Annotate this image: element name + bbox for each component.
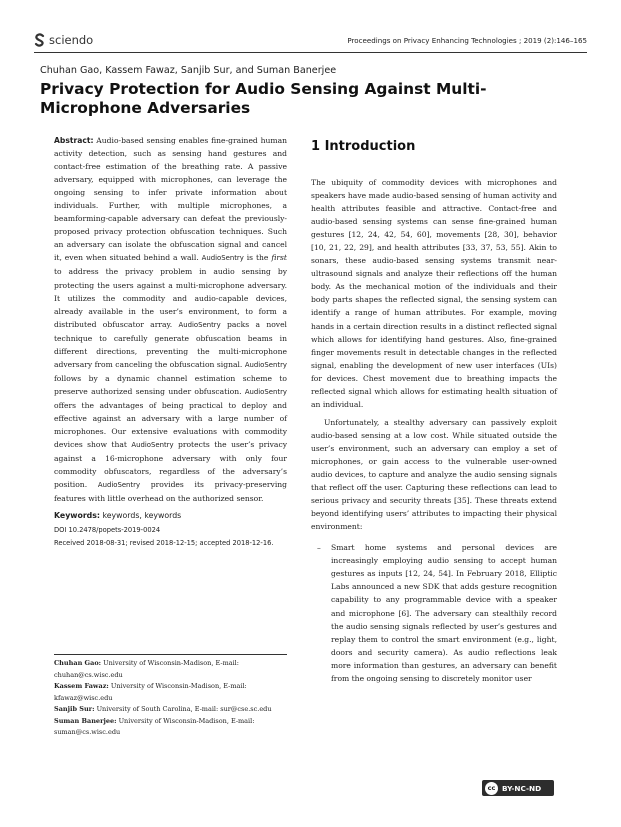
abstract-text: packs a novel technique to carefully generate obfuscation beams in different directions, preventing the multi-microphone adversary from canceling the obfuscation signal. <box>54 319 287 369</box>
logo-text: sciendo <box>49 33 94 47</box>
emphasis-text: first <box>271 253 287 263</box>
abstract <box>54 134 287 505</box>
system-name: AudioSentry <box>244 360 287 369</box>
abstract-text: Audio-based sensing enables fine-grained human activity detection, such as sensing hand gestures and contact-free estimation of the breathing rate. A passive adversary, equipped with microphones, can leverage the ongoing sensing to infer private information about individuals. Further, with multiple microphones, a beamforming-capable adversary can defeat the previously-proposed privacy protection obfuscation techniques. Such an adversary can isolate the obfuscation signal and cancel it, even when situated behind a wall. <box>54 136 287 263</box>
affiliation-item <box>54 704 287 716</box>
cc-icon: cc <box>485 782 498 795</box>
abstract-text: follows by a dynamic channel estimation scheme to preserve authorized sensing under obfuscation. <box>54 373 287 396</box>
bullet-text: Smart home systems and personal devices are increasingly employing audio sensing to accept human gestures as inputs [12, 24, 54]. In February 2018, Elliptic Labs announced a new SDK that adds gesture recognition capability to any programmable device with a speaker and microphone [6]. The adversary can stealthily record the audio sensing signals reflected by user’s gestures and replay them to control the smart environment (e.g., light, doors and security camera). As audio reflections leak more information than gestures, an adversary can benefit from the ongoing sensing to discretely monitor user <box>331 543 557 683</box>
system-name: AudioSentry <box>244 387 287 396</box>
bullet-dash: – <box>317 543 321 553</box>
author-list: Chuhan Gao, Kassem Fawaz, Sanjib Sur, and Suman Banerjee <box>40 65 337 76</box>
section-body <box>311 176 557 685</box>
publisher-logo <box>34 33 93 47</box>
doi[interactable]: DOI 10.2478/popets-2019-0024 <box>54 526 161 535</box>
affiliation-name: Suman Banerjee: <box>54 716 117 725</box>
abstract-text: offers the advantages of being practical to deploy and effective against an adversary with a large number of microphones. Our extensive evaluations with commodity devices show that <box>54 400 287 450</box>
cc-license-badge[interactable] <box>482 780 554 796</box>
system-name: AudioSentry <box>201 254 244 263</box>
affiliation-item <box>54 658 287 681</box>
system-name: AudioSentry <box>97 481 141 490</box>
paragraph: Unfortunately, a stealthy adversary can passively exploit audio-based sensing at a low cost. While situated outside the user’s environment, such an adversary can employ a set of microphones, or gain access to the vulnerable user-owned audio devices, to capture and analyze the audio sensing signals that reflect off the user. Capturing these reflections can lead to serious privacy and security threats [35]. These threats extend beyond identifying users’ attributes to impacting their physical environment: <box>311 417 557 532</box>
abstract-label: Abstract: <box>54 136 94 145</box>
abstract-text: is the <box>243 253 272 263</box>
license-label: BY-NC-ND <box>502 783 542 793</box>
received-dates: Received 2018-08-31; revised 2018-12-15; accepted 2018-12-16. <box>54 539 274 548</box>
system-name: AudioSentry <box>178 320 221 329</box>
affiliation-name: Sanjib Sur: <box>54 705 95 713</box>
system-name: AudioSentry <box>131 441 174 450</box>
paper-title: Privacy Protection for Audio Sensing Against Multi-Microphone Adversaries <box>40 80 487 117</box>
affiliation-name: Chuhan Gao: <box>54 659 102 667</box>
keywords-label: Keywords: <box>54 511 101 521</box>
keywords-value: keywords, keywords <box>100 511 182 521</box>
abstract-text: protects the user’s privacy against a 16-microphone adversary with only four commodity obfuscators, regardless of the adversary’s position. <box>54 440 288 490</box>
section-heading: 1 Introduction <box>311 139 416 154</box>
affiliation-item <box>54 716 287 739</box>
affiliations <box>54 654 287 739</box>
keywords <box>54 511 287 520</box>
left-column <box>54 134 287 550</box>
affiliation-item <box>54 681 287 704</box>
sciendo-logo-icon <box>34 33 46 47</box>
page-header <box>34 32 587 53</box>
affiliation-text: University of Wisconsin-Madison, E-mail: kfawaz@wisc.edu <box>54 682 247 702</box>
affiliation-text: University of Wisconsin-Madison, E-mail: chuhan@cs.wisc.edu <box>54 659 239 679</box>
affiliation-text: University of South Carolina, E-mail: sur@cse.sc.edu <box>94 705 272 713</box>
abstract-text: to address the privacy problem in audio sensing by protecting the users against a multi-microphone adversary. It utilizes the commodity and audio-capable devices, already available in the user’s environment, to form a distributed obfuscator array. <box>54 267 287 329</box>
bullet-item <box>311 541 557 685</box>
paragraph: The ubiquity of commodity devices with microphones and speakers have made audio-based sensing of human activity and health attributes feasible and attractive. Contact-free and audio-based sensing systems can sense fine-grained human gestures [12, 24, 42, 54, 60], movements [28, 30], behavior [10, 21, 22, 29], and health attributes [33, 37, 53, 55]. Akin to sonars, these audio-based sensing systems transmit near-ultrasound signals and analyze their reflections off the human body. As the mechanical motion of the individuals and their body parts shapes the reflected signal, the sensing system can identify a range of human attributes. For example, moving hands in a certain direction results in a distinct reflected signal which allows for identifying hand gestures. Also, fine-grained finger movements result in detectable changes in the reflected signal, enabling the development of new user interfaces (UIs) for devices. Chest movement due to breathing impacts the reflected signal which allows for estimating health situation of an individual. <box>311 178 557 409</box>
abstract-text: provides its privacy-preserving features with little overhead on the authorized sensor. <box>54 480 287 504</box>
affiliation-text: University of Wisconsin-Madison, E-mail: suman@cs.wisc.edu <box>54 716 255 736</box>
journal-info: Proceedings on Privacy Enhancing Technologies ; 2019 (2):146–165 <box>347 36 587 45</box>
affiliation-name: Kassem Fawaz: <box>54 682 109 690</box>
right-column <box>311 134 557 685</box>
